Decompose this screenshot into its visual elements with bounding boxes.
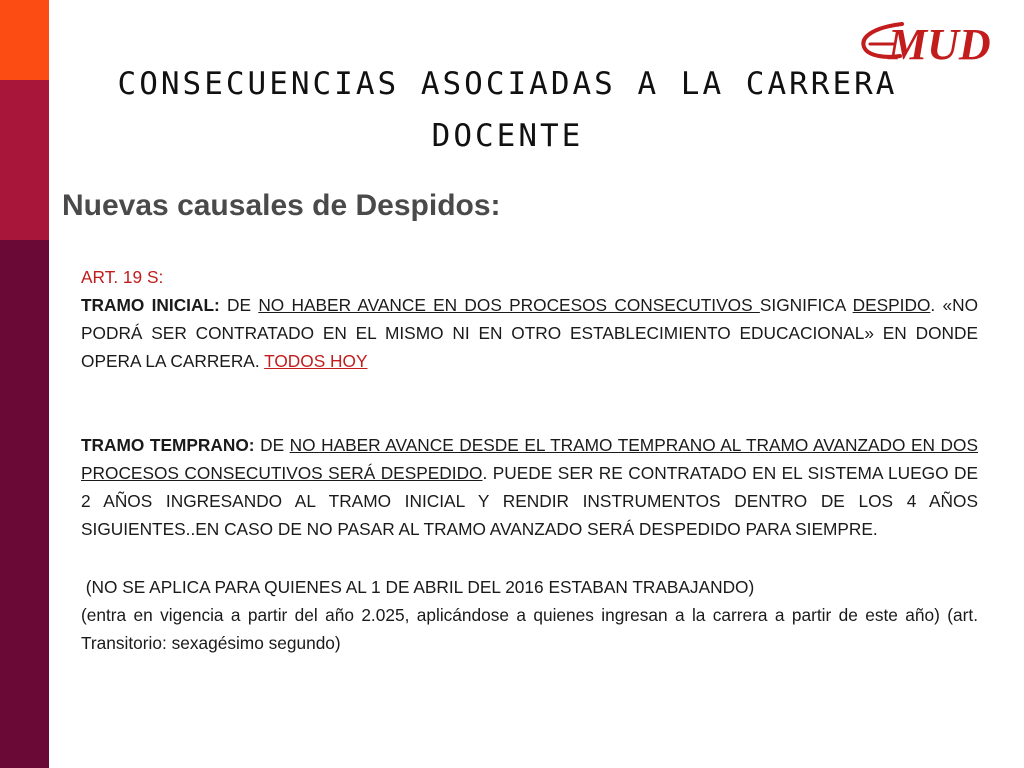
side-bar-middle (0, 80, 49, 240)
text-run: . «NO PODRÁ SER CONTRATADO EN EL MISMO NI EN OTRO ESTABLECIMIENTO EDUCACIONAL» EN DONDE OPERA LA CARRERA. (81, 295, 979, 371)
article-reference: ART. 19 S: (81, 267, 164, 287)
underlined-text: NO HABER AVANCE EN DOS PROCESOS CONSECUTIVOS (258, 295, 760, 315)
vigencia-note: (entra en vigencia a partir del año 2.025, aplicándose a quienes ingresan a la carrera a partir de este año) (art. Transitorio: sexagésimo segundo) (81, 605, 978, 653)
todos-hoy-highlight: TODOS HOY (264, 351, 368, 371)
side-bar-bottom (0, 240, 49, 768)
side-bar-top (0, 0, 49, 80)
tramo-temprano-label: TRAMO TEMPRANO: (81, 435, 255, 455)
exception-note: (NO SE APLICA PARA QUIENES AL 1 DE ABRIL DEL 2016 ESTABAN TRABAJANDO) (81, 577, 755, 597)
text-run: DE (219, 295, 259, 315)
title-line-2: DOCENTE (431, 118, 584, 154)
text-run: . PUEDE SER RE CONTRATADO EN EL SISTEMA LUEGO DE 2 AÑOS INGRESANDO AL TRAMO INICIAL Y RENDIR INSTRUMENTOS DENTRO DE LOS 4 AÑOS SIGUIENTES..EN CASO DE NO PASAR AL TRAMO AVANZADO SERÁ DESPEDIDO PARA SIEMPRE. (81, 463, 978, 539)
slide-title (70, 58, 945, 162)
underlined-text: NO HABER AVANCE DESDE EL TRAMO TEMPRANO AL TRAMO AVANZADO EN DOS PROCESOS CONSECUTIVOS SERÁ DESPEDIDO (81, 435, 978, 483)
text-run: DE (254, 435, 290, 455)
slide-subtitle: Nuevas causales de Despidos: (62, 189, 501, 222)
tramo-inicial-paragraph (81, 291, 978, 375)
mud-logo-text: MUD (888, 20, 991, 69)
tramo-temprano-paragraph (81, 431, 978, 543)
text-run: SIGNIFICA (759, 295, 853, 315)
title-line-1: CONSECUENCIAS ASOCIADAS A LA CARRERA (117, 66, 898, 102)
slide-body (81, 263, 978, 657)
underlined-text: DESPIDO (852, 295, 931, 315)
tramo-inicial-label: TRAMO INICIAL: (81, 295, 220, 315)
